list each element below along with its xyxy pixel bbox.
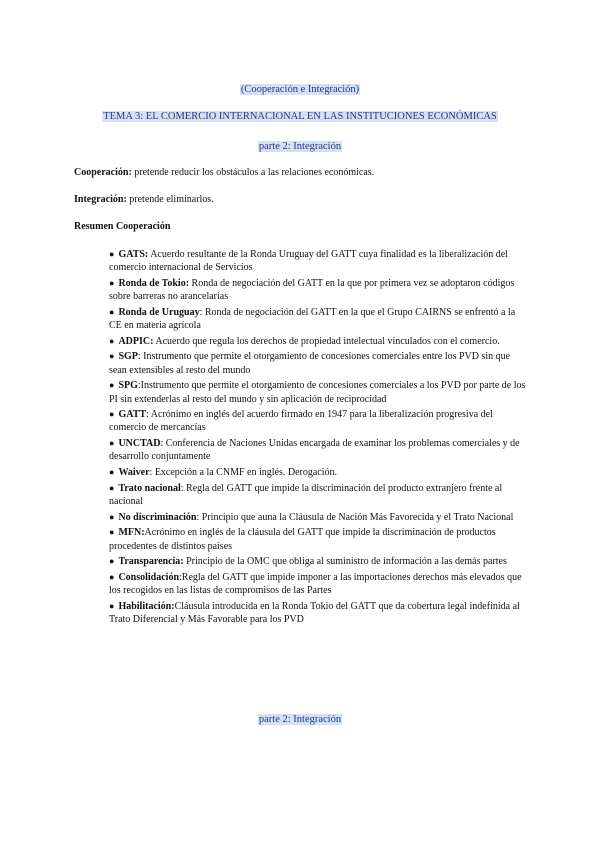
- bullet-icon: ●: [109, 306, 115, 317]
- bullet-icon: ●: [109, 380, 115, 391]
- bullet-icon: ●: [109, 467, 115, 478]
- list-item: ● No discriminación: Principio que auna la Cláusula de Nación Más Favorecida y el Trato Nacional: [109, 511, 514, 523]
- list-item: ● MFN:Acrónimo en inglés de la cláusula del GATT que impide la discriminación de productos procedentes de distintos países: [109, 527, 496, 552]
- definition-cooperacion: Cooperación: pretende reducir los obstáculos a las relaciones económicas.: [74, 167, 375, 178]
- document-title: TEMA 3: EL COMERCIO INTERNACIONAL EN LAS INSTITUCIONES ECONÓMICAS: [103, 111, 497, 122]
- bullet-icon: ●: [109, 556, 115, 567]
- bullet-icon: ●: [109, 600, 115, 611]
- list-item: ● Consolidación:Regla del GATT que impide imponer a las importaciones derechos más elevados que los recogidos en las listas de compromisos de las Partes: [109, 571, 522, 597]
- bullet-icon: ●: [109, 249, 115, 259]
- bullet-icon: ●: [109, 571, 115, 582]
- definition-integracion: Integración: pretende eliminarlos.: [74, 194, 214, 205]
- bullet-icon: ●: [109, 351, 115, 362]
- bullet-icon: ●: [109, 482, 115, 493]
- list-item: ● Ronda de Uruguay: Ronda de negociación del GATT en la que el Grupo CAIRNS se enfrentó a la CE en materia agrícola: [109, 306, 516, 332]
- bullet-icon: ●: [109, 527, 115, 538]
- footer-part-heading: parte 2: Integración: [258, 714, 342, 725]
- bullet-icon: ●: [109, 511, 115, 522]
- list-item: ● Ronda de Tokio: Ronda de negociación del GATT en la que por primera vez se adoptaron códigos sobre barreras no arancelarias: [109, 277, 515, 303]
- list-item: ● Trato nacional: Regla del GATT que impide la discriminación del producto extranjero frente al nacional: [109, 482, 503, 507]
- bullet-icon: ●: [109, 409, 115, 420]
- list-item: ● Transparencia: Principio de la OMC que obliga al suministro de información a las demás partes: [109, 556, 507, 568]
- list-item: ● SGP: Instrumento que permite el otorgamiento de concesiones comerciales entre los PVD sin que sean extensibles al resto del mundo: [109, 351, 511, 376]
- document-subtitle: (Cooperación e Integración): [240, 84, 360, 95]
- list-item: ● ADPIC: Acuerdo que regula los derechos de propiedad intelectual vinculados con el comercio.: [109, 335, 500, 347]
- list-item: ● Waiver: Excepción a la CNMF en inglés. Derogación.: [109, 467, 337, 479]
- list-item: ● GATT: Acrónimo en inglés del acuerdo firmado en 1947 para la liberalización progresiva del comercio de mercancías: [109, 409, 493, 434]
- list-item: ● SPG:Instrumento que permite el otorgamiento de concesiones comerciales a los PVD por parte de los PI sin extenderlas al resto del mundo y sin aplicación de reciprocidad: [109, 380, 526, 405]
- list-item: ● Habilitación:Cláusula introducida en la Ronda Tokio del GATT que da cobertura legal indefinida al Trato Diferencial y Más Favorable para los PVD: [109, 600, 520, 626]
- list-item: ● UNCTAD: Conferencia de Naciones Unidas encargada de examinar los problemas comerciales y de desarrollo conjuntamente: [109, 438, 520, 463]
- summary-heading: Resumen Cooperación: [74, 221, 171, 232]
- summary-list: [109, 248, 529, 629]
- bullet-icon: ●: [109, 438, 115, 449]
- section-part-heading: parte 2: Integración: [258, 141, 342, 152]
- bullet-icon: ●: [109, 277, 115, 288]
- bullet-icon: ●: [109, 335, 115, 346]
- list-item: ● GATS: Acuerdo resultante de la Ronda Uruguay del GATT cuya finalidad es la liberalización del comercio internacional de Servicios: [109, 249, 508, 274]
